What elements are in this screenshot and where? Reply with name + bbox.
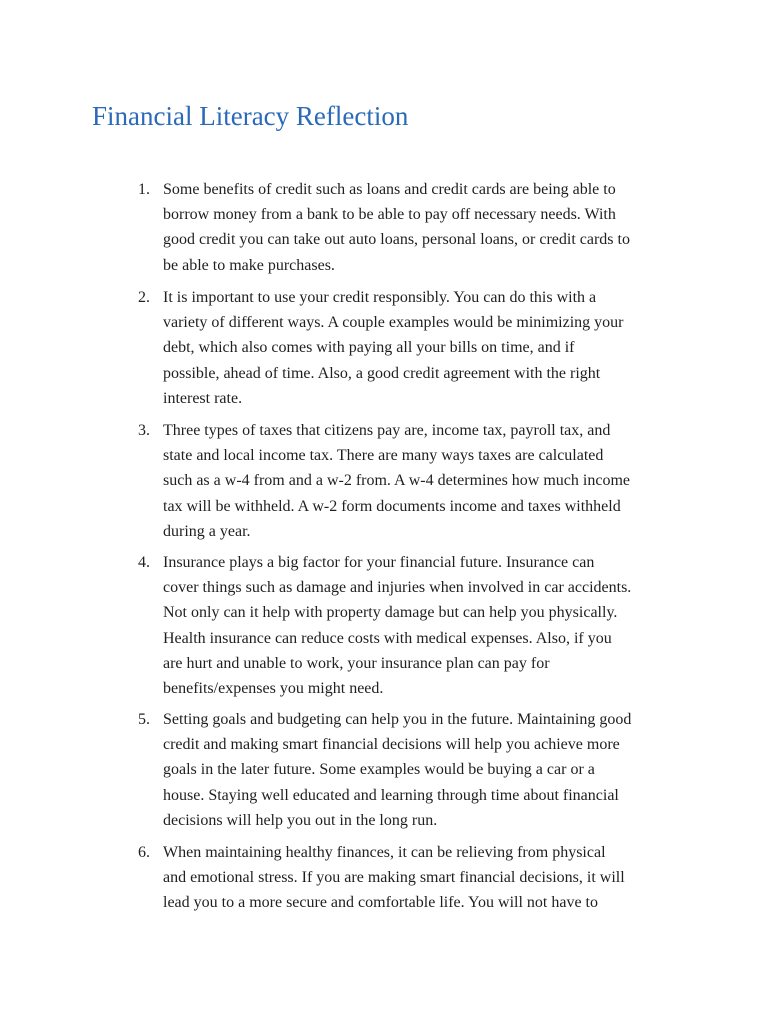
text-line: tax will be withheld. A w-2 form documents income and taxes withheld bbox=[163, 497, 621, 515]
list-item-text bbox=[163, 177, 693, 278]
list-item-number: 3. bbox=[138, 422, 150, 439]
list-item-text bbox=[163, 418, 693, 544]
list-item-text bbox=[163, 707, 693, 833]
text-line: house. Staying well educated and learning through time about financial bbox=[163, 786, 619, 804]
text-line: lead you to a more secure and comfortable life. You will not have to bbox=[163, 894, 598, 912]
text-line: Three types of taxes that citizens pay are, income tax, payroll tax, and bbox=[163, 422, 611, 439]
document-title: Financial Literacy Reflection bbox=[92, 101, 409, 131]
list-item-number: 6. bbox=[138, 844, 150, 861]
list-item-text bbox=[163, 840, 693, 916]
text-line: good credit you can take out auto loans, personal loans, or credit cards to bbox=[163, 231, 630, 249]
text-line: debt, which also comes with paying all your bills on time, and if bbox=[163, 339, 575, 357]
text-line: interest rate. bbox=[163, 389, 243, 407]
text-line: and emotional stress. If you are making smart financial decisions, it will bbox=[163, 869, 625, 887]
list-item-number: 4. bbox=[138, 554, 150, 571]
text-line: cover things such as damage and injuries when involved in car accidents. bbox=[163, 579, 632, 597]
text-line: credit and making smart financial decisions will help you achieve more bbox=[163, 736, 620, 754]
text-line: benefits/expenses you might need. bbox=[163, 680, 384, 698]
list-item-number: 1. bbox=[138, 181, 150, 198]
list-item-text bbox=[163, 285, 693, 411]
text-line: variety of different ways. A couple examples would be minimizing your bbox=[163, 314, 624, 332]
text-line: state and local income tax. There are many ways taxes are calculated bbox=[163, 447, 604, 465]
list-item-number: 5. bbox=[138, 711, 150, 728]
text-line: When maintaining healthy finances, it can be relieving from physical bbox=[163, 844, 606, 861]
text-line: Setting goals and budgeting can help you in the future. Maintaining good bbox=[163, 711, 632, 728]
text-line: during a year. bbox=[163, 522, 251, 540]
text-line: It is important to use your credit responsibly. You can do this with a bbox=[163, 289, 597, 306]
text-line: decisions will help you out in the long run. bbox=[163, 811, 438, 829]
text-line: goals in the later future. Some examples would be buying a car or a bbox=[163, 761, 595, 779]
text-line: Insurance plays a big factor for your financial future. Insurance can bbox=[163, 554, 595, 571]
text-line: are hurt and unable to work, your insurance plan can pay for bbox=[163, 654, 550, 672]
text-line: possible, ahead of time. Also, a good credit agreement with the right bbox=[163, 364, 601, 382]
text-line: borrow money from a bank to be able to pay off necessary needs. With bbox=[163, 206, 616, 224]
text-line: such as a w-4 from and a w-2 from. A w-4 determines how much income bbox=[163, 472, 630, 490]
text-line: Not only can it help with property damage but can help you physically. bbox=[163, 604, 618, 622]
list-item-text bbox=[163, 550, 693, 701]
list-item-number: 2. bbox=[138, 289, 150, 306]
text-line: be able to make purchases. bbox=[163, 256, 335, 274]
text-line: Health insurance can reduce costs with medical expenses. Also, if you bbox=[163, 629, 612, 647]
text-line: Some benefits of credit such as loans and credit cards are being able to bbox=[163, 181, 616, 198]
